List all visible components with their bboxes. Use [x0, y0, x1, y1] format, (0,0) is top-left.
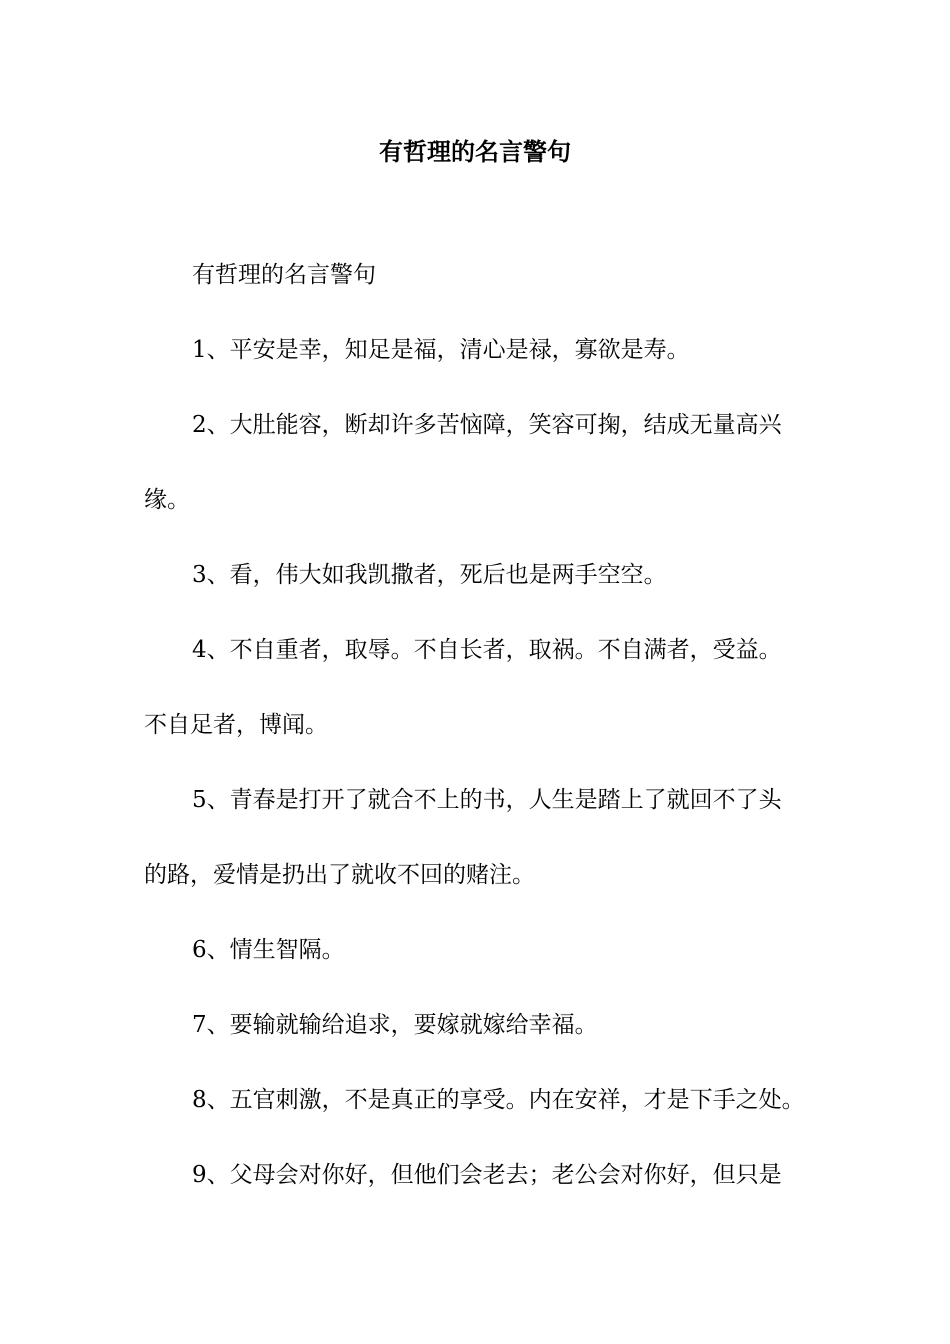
- paragraph-quote-6: [144, 932, 808, 970]
- paragraph-line: 8、五官刺激，不是真正的享受。内在安祥，才是下手之处。: [192, 1087, 805, 1113]
- paragraph-line: 9、父母会对你好，但他们会老去；老公会对你好，但只是: [192, 1162, 782, 1188]
- paragraph-line: 有哲理的名言警句: [192, 262, 376, 288]
- paragraph-line-continuation: 不自足者，博闻。: [144, 712, 328, 738]
- paragraph-quote-7: [144, 1007, 808, 1045]
- paragraph-line: 6、情生智隔。: [192, 937, 345, 963]
- paragraph-quote-9: [144, 1157, 808, 1195]
- paragraph-line: 7、要输就输给追求，要嫁就嫁给幸福。: [192, 1012, 598, 1038]
- paragraph-line: 4、不自重者，取辱。不自长者，取祸。不自满者，受益。: [192, 637, 782, 663]
- paragraph-line: 1、平安是幸，知足是福，清心是禄，寡欲是寿。: [192, 337, 690, 363]
- paragraph-quote-1: [144, 332, 808, 370]
- paragraph-quote-2: [144, 407, 808, 520]
- paragraph-quote-4: [144, 632, 808, 745]
- paragraph-line: 2、大肚能容，断却许多苦恼障，笑容可掬，结成无量高兴: [192, 412, 782, 438]
- paragraph-quote-8: [144, 1082, 808, 1120]
- paragraph-quote-3: [144, 557, 808, 595]
- paragraph-line-continuation: 的路，爱情是扔出了就收不回的赌注。: [144, 862, 535, 888]
- paragraph-line: 5、青春是打开了就合不上的书，人生是踏上了就回不了头: [192, 787, 782, 813]
- document-body: [144, 257, 808, 1195]
- paragraph-intro: [144, 257, 808, 295]
- paragraph-quote-5: [144, 782, 808, 895]
- paragraph-line-continuation: 缘。: [144, 487, 190, 513]
- paragraph-line: 3、看，伟大如我凯撒者，死后也是两手空空。: [192, 562, 667, 588]
- document-title: 有哲理的名言警句: [379, 137, 571, 166]
